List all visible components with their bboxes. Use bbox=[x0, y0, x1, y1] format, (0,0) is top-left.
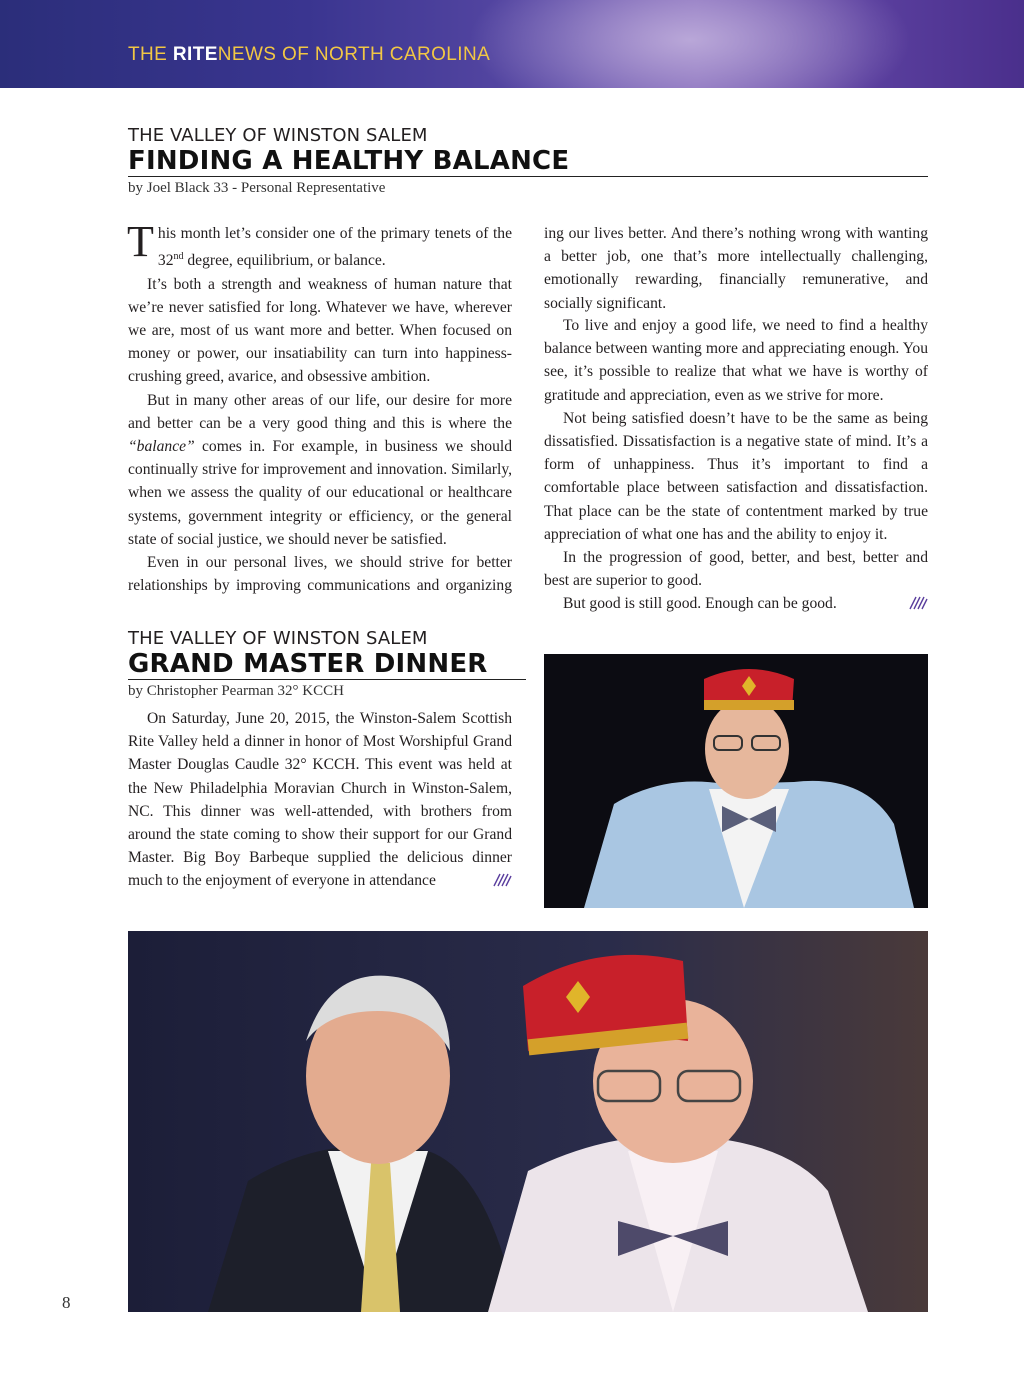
article2-headline: GRAND MASTER DINNER bbox=[128, 649, 488, 679]
article1-paragraph-4-continued bbox=[544, 222, 928, 314]
page-number: 8 bbox=[62, 1293, 71, 1312]
article1-paragraph-4-tail: ing our lives better. And there’s nothing wrong with wanting a better job, one that’s more intellectually challenging, emotionally rewarding, financially remunerative, and socially significant. bbox=[544, 225, 928, 312]
publication-title: THE RITENEWS OF NORTH CAROLINA bbox=[128, 44, 491, 65]
article1-headline: FINDING A HEALTHY BALANCE bbox=[128, 146, 570, 176]
article1-paragraph-2: It’s both a strength and weakness of human nature that we’re never satisfied for long. Whatever we have, wherever we are, most of us want more and better. When focused on money or power, our insatiability can turn into happiness-crushing greed, avarice, and obsessive ambition. bbox=[128, 275, 512, 386]
article1-paragraph-7: In the progression of good, better, and best, better and best are superior to good. bbox=[544, 549, 928, 590]
photo-grand-master-portrait bbox=[544, 654, 928, 908]
article1-paragraph-5: To live and enjoy a good life, we need to find a healthy balance between wanting more and appreciating enough. You see, it’s possible to realize that what we have is worthy of gratitude and appreciation, even as we strive for more. bbox=[544, 317, 928, 404]
article2-kicker: THE VALLEY OF WINSTON SALEM bbox=[128, 628, 428, 649]
article1-byline: by Joel Black 33 - Personal Representative bbox=[128, 180, 386, 196]
masthead-banner bbox=[0, 0, 1024, 88]
article2-rule bbox=[128, 679, 526, 680]
article1-rule bbox=[128, 176, 928, 177]
article1-paragraph-1: This month let’s consider one of the primary tenets of the 32nd degree, equilibrium, or balance. bbox=[127, 217, 512, 270]
end-mark-icon bbox=[492, 873, 512, 887]
article1-paragraph-8: But good is still good. Enough can be good. bbox=[544, 592, 928, 615]
article1-kicker: THE VALLEY OF WINSTON SALEM bbox=[128, 125, 428, 146]
article1-paragraph-6: Not being satisfied doesn’t have to be the same as being dissatisfied. Dissatisfaction is a negative state of mind. It’s a form of unhappiness. Thus it’s important to find a comfortable place between satisfaction and dissatisfaction. That place can be the state of contentment marked by true appreciation of what one has and the ability to enjoy it. bbox=[544, 409, 928, 543]
end-mark-icon bbox=[908, 596, 928, 610]
drop-cap: T bbox=[127, 217, 154, 266]
article2-column bbox=[128, 707, 512, 893]
article1-paragraph-3: But in many other areas of our life, our desire for more and better can be a very good thing and this is where the “balance” comes in. For example, in business we should continually strive for improvement and innovation. Similarly, when we assess the quality of our educational or healthcare systems, government integrity or efficiency, or the general state of social justice, we should never be satisfied. bbox=[128, 391, 512, 548]
article1-column-right bbox=[544, 222, 928, 616]
article2-paragraph-1: On Saturday, June 20, 2015, the Winston-Salem Scottish Rite Valley held a dinner in honor of Most Worshipful Grand Master Douglas Caudle 32° KCCH. This event was held at the New Philadelphia Moravian Church in Winston-Salem, NC. This dinner was well-attended, with brothers from around the state coming to show their support for our Grand Master. Big Boy Barbeque supplied the delicious dinner much to the enjoyment of everyone in attendance bbox=[128, 710, 512, 890]
article2-byline: by Christopher Pearman 32° KCCH bbox=[128, 683, 344, 699]
article1-paragraph-4: Even in our personal lives, we should strive for better relationships by improving communications and organizing bbox=[128, 554, 512, 595]
photo-illustration bbox=[544, 654, 928, 908]
photo-illustration bbox=[128, 931, 928, 1312]
article1-column-left bbox=[127, 217, 512, 597]
photo-two-men bbox=[128, 931, 928, 1312]
